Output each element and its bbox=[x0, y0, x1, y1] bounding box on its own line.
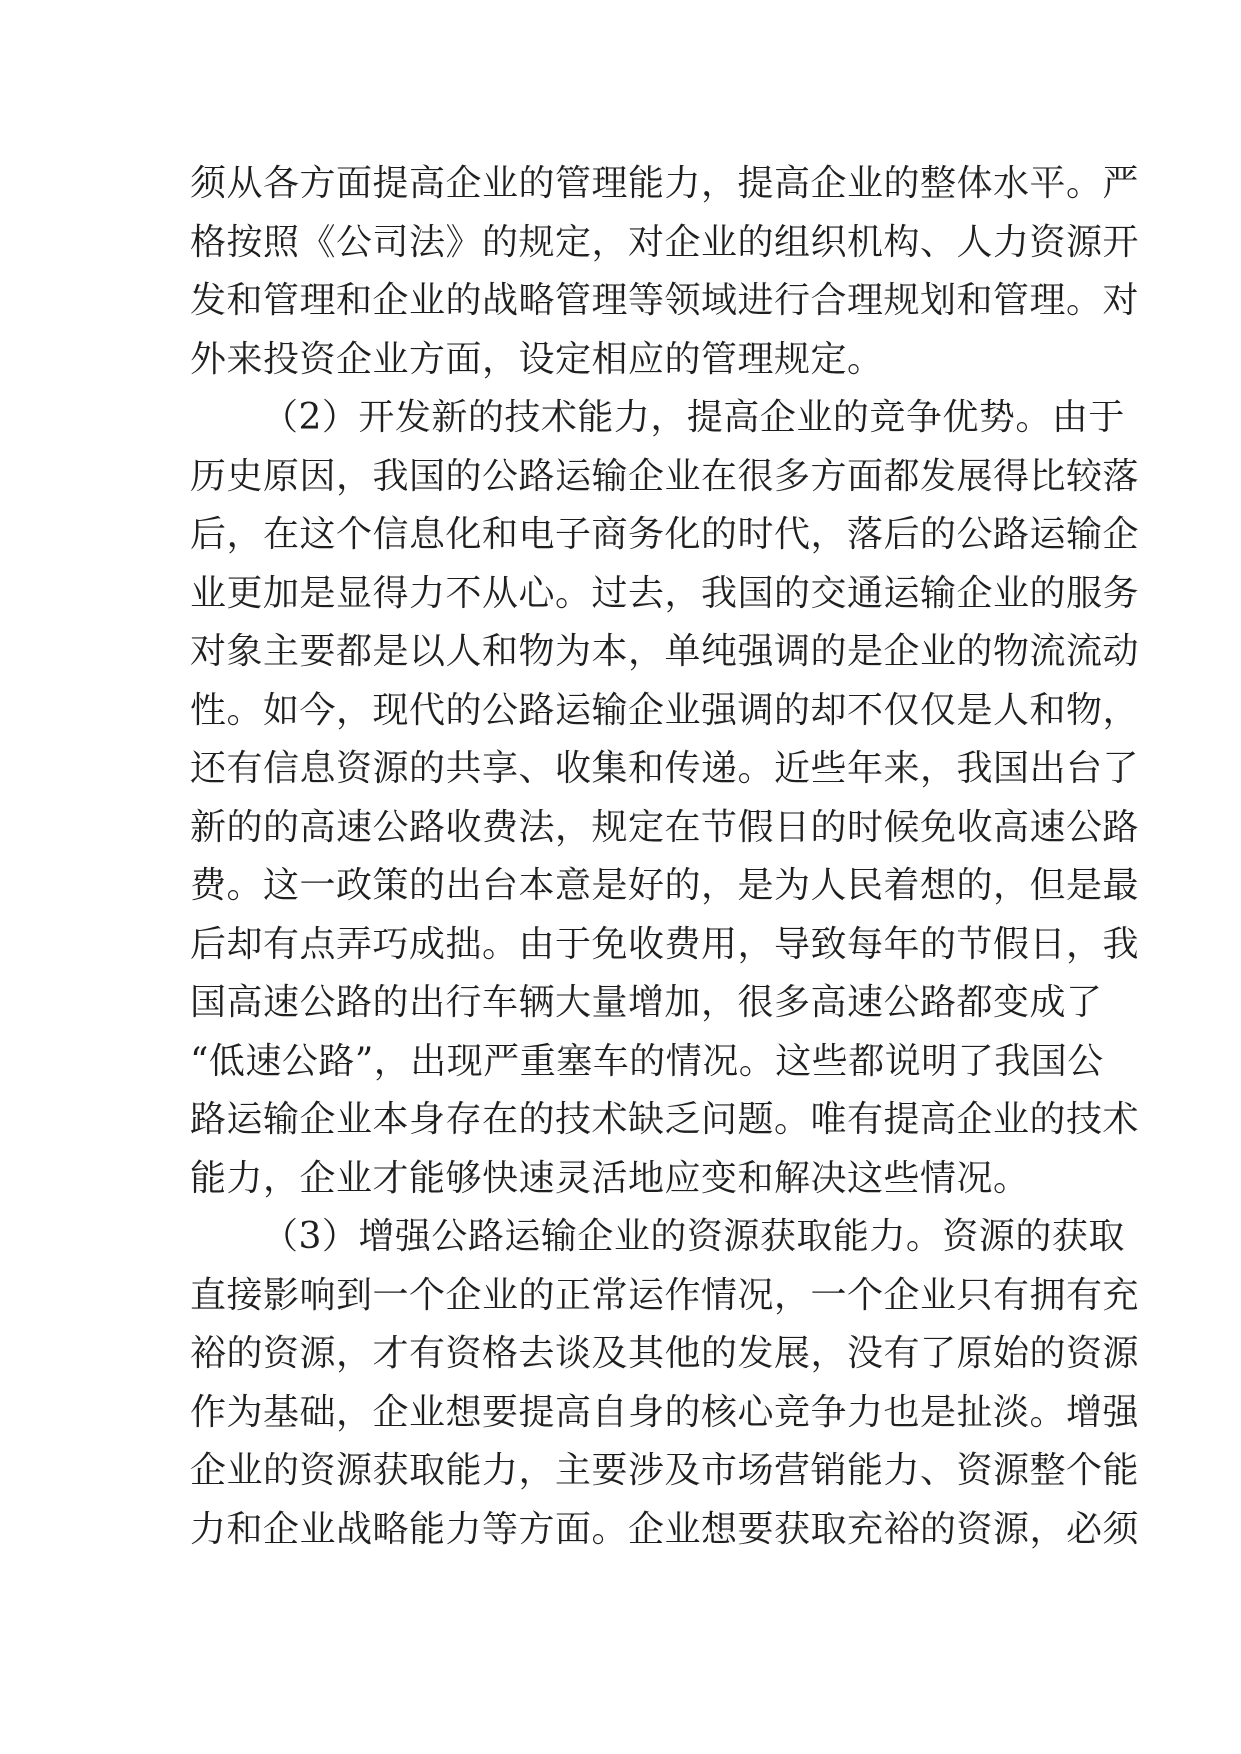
text-line: 国高速公路的出行车辆大量增加，很多高速公路都变成了 bbox=[190, 982, 1103, 1023]
text-line: 力和企业战略能力等方面。企业想要获取充裕的资源，必须 bbox=[190, 1508, 1140, 1550]
paragraph-start-line: （2）开发新的技术能力，提高企业的竞争优势。由于 bbox=[262, 397, 1125, 438]
text-line: 新的的高速公路收费法，规定在节假日的时候免收高速公路 bbox=[190, 806, 1140, 848]
paragraph-start-line: （3）增强公路运输企业的资源获取能力。资源的获取 bbox=[262, 1216, 1125, 1257]
text-line: 后，在这个信息化和电子商务化的时代，落后的公路运输企 bbox=[190, 514, 1140, 555]
text-line: 后却有点弄巧成拙。由于免收费用，导致每年的节假日，我 bbox=[190, 923, 1140, 965]
text-line: 业更加是显得力不从心。过去，我国的交通运输企业的服务 bbox=[190, 572, 1140, 614]
text-line: 对象主要都是以人和物为本，单纯强调的是企业的物流流动 bbox=[190, 631, 1140, 672]
text-line: 发和管理和企业的战略管理等领域进行合理规划和管理。对 bbox=[190, 280, 1140, 321]
text-line: 企业的资源获取能力，主要涉及市场营销能力、资源整个能 bbox=[190, 1450, 1140, 1491]
text-line: 性。如今，现代的公路运输企业强调的却不仅仅是人和物， bbox=[190, 689, 1140, 731]
text-line: 格按照《公司法》的规定，对企业的组织机构、人力资源开 bbox=[190, 221, 1140, 263]
text-line: 须从各方面提高企业的管理能力，提高企业的整体水平。严 bbox=[190, 163, 1140, 204]
text-line: 外来投资企业方面，设定相应的管理规定。 bbox=[190, 338, 884, 380]
body-text bbox=[190, 155, 1140, 1559]
text-line: 能力，企业才能够快速灵活地应变和解决这些情况。 bbox=[190, 1157, 1030, 1199]
text-line: 裕的资源，才有资格去谈及其他的发展，没有了原始的资源 bbox=[190, 1333, 1140, 1374]
text-line: 历史原因，我国的公路运输企业在很多方面都发展得比较落 bbox=[190, 455, 1140, 497]
text-line: 作为基础，企业想要提高自身的核心竞争力也是扯淡。增强 bbox=[190, 1391, 1140, 1433]
text-line: 还有信息资源的共享、收集和传递。近些年来，我国出台了 bbox=[190, 748, 1140, 789]
text-line: 路运输企业本身存在的技术缺乏问题。唯有提高企业的技术 bbox=[190, 1099, 1140, 1140]
text-line: “低速公路”，出现严重塞车的情况。这些都说明了我国公 bbox=[190, 1040, 1104, 1082]
text-line: 费。这一政策的出台本意是好的，是为人民着想的，但是最 bbox=[190, 865, 1140, 906]
text-line: 直接影响到一个企业的正常运作情况，一个企业只有拥有充 bbox=[190, 1274, 1140, 1316]
